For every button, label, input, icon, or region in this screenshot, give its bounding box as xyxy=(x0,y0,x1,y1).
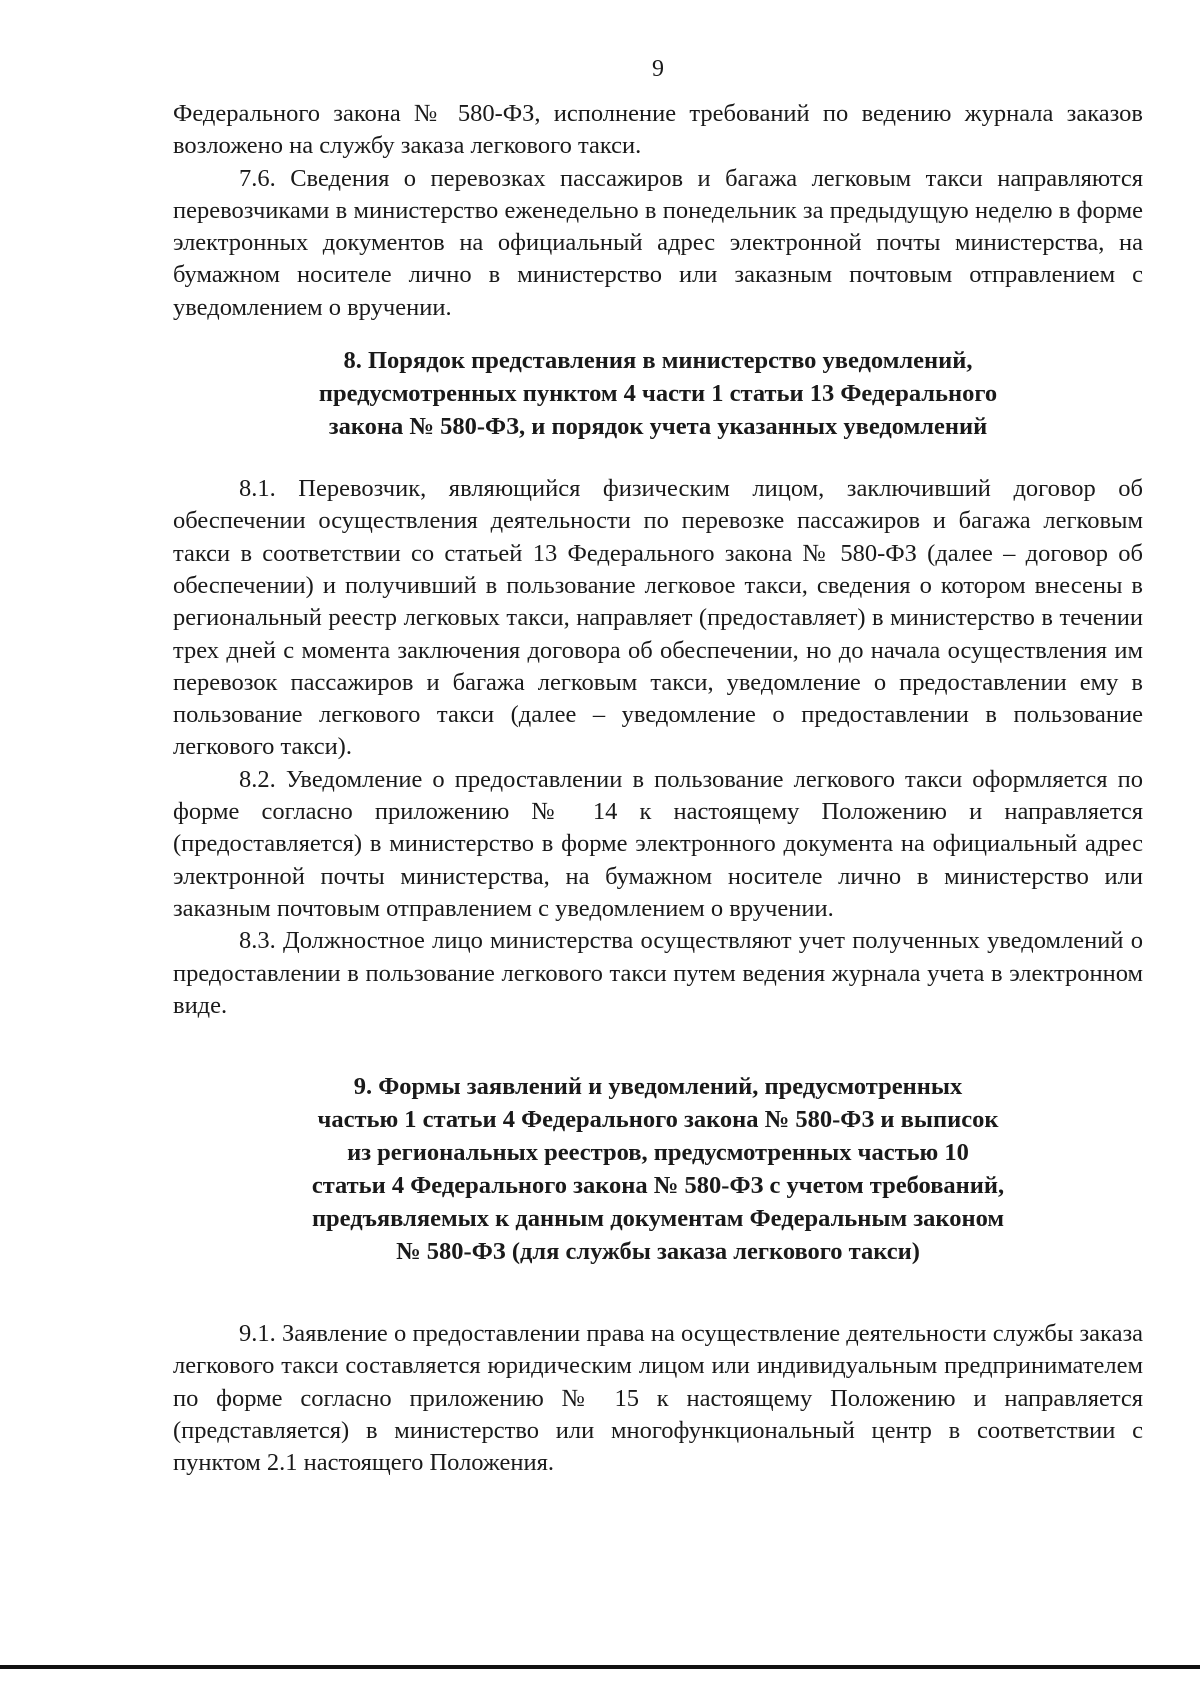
paragraph-8-2: 8.2. Уведомление о предоставлении в пользование легкового такси оформляется по форме согласно приложению № 14 к настоящему Положению и направляется (предоставляется) в министерство в форме электронного документа на официальный адрес электронной почты министерства, на бумажном носителе лично в министерство или заказным почтовым отправлением с уведомлением о вручении. xyxy=(173,765,1143,922)
section-heading-8-line: закона № 580-ФЗ, и порядок учета указанных уведомлений xyxy=(328,413,988,441)
section-heading-8 xyxy=(173,344,1143,443)
page-number: 9 xyxy=(652,56,664,82)
paragraph-8-1: 8.1. Перевозчик, являющийся физическим лицом, заключивший договор об обеспечении осуществления деятельности по перевозке пассажиров и багажа легковым такси в соответствии со статьей 13 Федерального закона № 580-ФЗ (далее – договор об обеспечении) и получивший в пользование легковое такси, сведения о котором внесены в региональный реестр легковых такси, направляет (предоставляет) в министерство в течении трех дней с момента заключения договора об обеспечении, но до начала осуществления им перевозок пассажиров и багажа легковым такси, уведомление о предоставлении ему в пользование легкового такси (далее – уведомление о предоставлении в пользование легкового такси). xyxy=(173,475,1143,761)
document-body xyxy=(173,98,1143,1480)
paragraph-9-1: 9.1. Заявление о предоставлении права на осуществление деятельности службы заказа легкового такси составляется юридическим лицом или индивидуальным предпринимателем по форме согласно приложению № 15 к настоящему Положению и направляется (представляется) в министерство или многофункциональный центр в соответствии с пунктом 2.1 настоящего Положения. xyxy=(173,1320,1143,1477)
section-heading-9-line: 9. Формы заявлений и уведомлений, предусмотренных xyxy=(353,1073,963,1101)
section-heading-9-line: № 580-ФЗ (для службы заказа легкового такси) xyxy=(396,1238,920,1266)
section-heading-8-line: 8. Порядок представления в министерство уведомлений, xyxy=(343,347,973,375)
paragraph-7-6: 7.6. Сведения о перевозках пассажиров и багажа легковым такси направляются перевозчиками в министерство еженедельно в понедельник за предыдущую неделю в форме электронных документов на официальный адрес электронной почты министерства, на бумажном носителе лично в министерство или заказным почтовым отправлением с уведомлением о вручении. xyxy=(173,164,1143,321)
section-heading-8-line: предусмотренных пунктом 4 части 1 статьи 13 Федерального xyxy=(318,380,998,408)
page-bottom-rule xyxy=(0,1665,1200,1669)
section-heading-9-line: из региональных реестров, предусмотренных частью 10 xyxy=(347,1139,969,1167)
section-heading-9-line: предъявляемых к данным документам Федеральным законом xyxy=(311,1205,1005,1233)
section-heading-9-line: статьи 4 Федерального закона № 580-ФЗ с учетом требований, xyxy=(311,1172,1005,1200)
section-heading-9 xyxy=(173,1070,1143,1268)
section-heading-9-line: частью 1 статьи 4 Федерального закона № 580-ФЗ и выписок xyxy=(317,1106,999,1134)
paragraph-8-3: 8.3. Должностное лицо министерства осуществляют учет полученных уведомлений о предоставлении в пользование легкового такси путем ведения журнала учета в электронном виде. xyxy=(173,927,1143,1019)
paragraph-intro: Федерального закона № 580-ФЗ, исполнение требований по ведению журнала заказов возложено на службу заказа легкового такси. xyxy=(173,100,1143,160)
